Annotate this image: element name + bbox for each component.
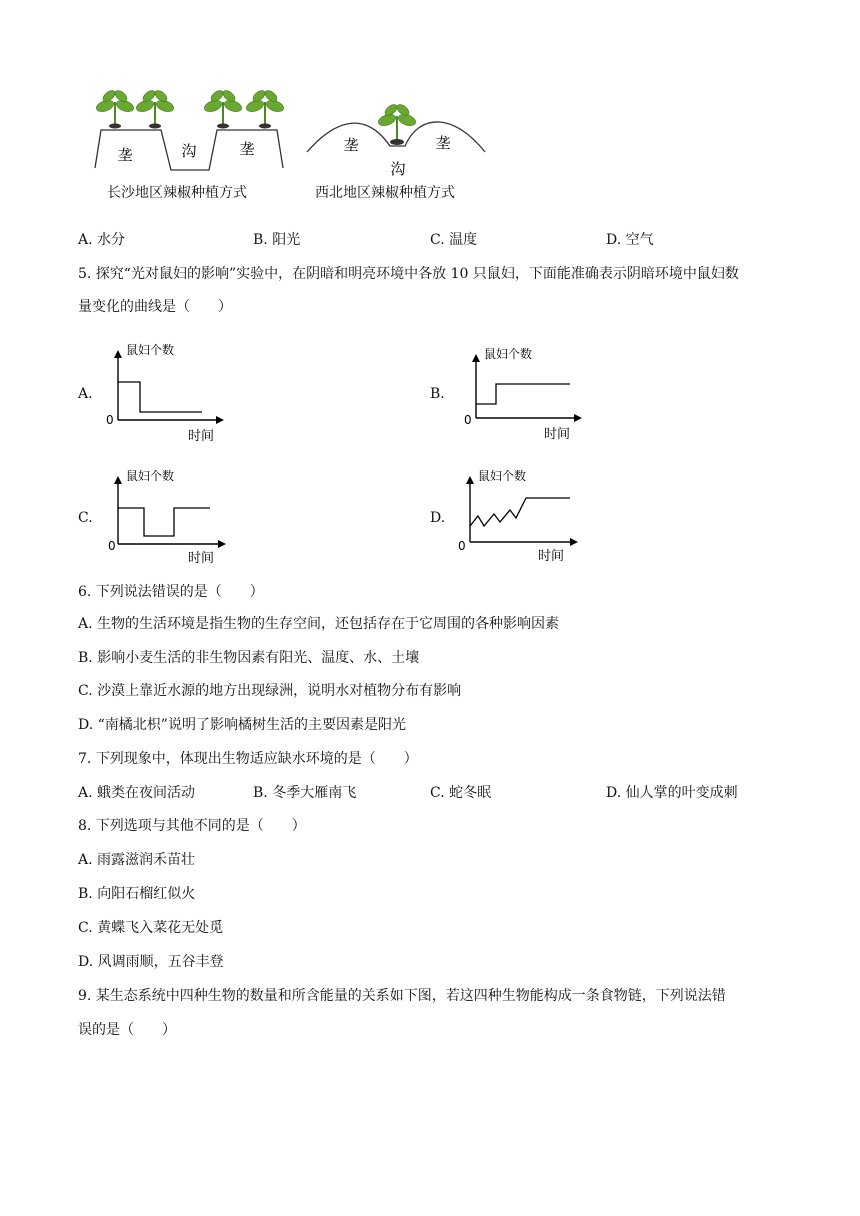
q6-stem: 6. 下列说法错误的是（ ）: [78, 584, 264, 600]
q7-option-c: C. 蛇冬眠: [430, 785, 492, 801]
left-caption: 长沙地区辣椒种植方式: [107, 185, 247, 201]
ridge-label-2: 垄: [239, 140, 255, 158]
q5-graph-b: [460, 342, 590, 448]
q5-graph-d: [456, 464, 586, 568]
q4-option-c: C. 温度: [430, 232, 478, 248]
furrow-label-2: 沟: [390, 160, 406, 178]
q6-option-d: D. “南橘北枳”说明了影响橘树生活的主要因素是阳光: [78, 717, 406, 733]
q4-option-b: B. 阳光: [253, 232, 301, 248]
origin-a: 0: [106, 413, 114, 427]
seedling-icons: [95, 88, 417, 145]
curve-d: [470, 498, 570, 526]
q6-option-a: A. 生物的生活环境是指生物的生存空间，还包括存在于它周围的各种影响因素: [78, 616, 560, 632]
q5-graph-a: [104, 336, 234, 446]
planting-diagram: [85, 80, 495, 180]
origin-b: 0: [464, 413, 472, 427]
ridge-label-3: 垄: [343, 136, 359, 154]
q9-stem-line1: 9. 某生态系统中四种生物的数量和所含能量的关系如下图，若这四种生物能构成一条食物链，下列说法错: [78, 988, 726, 1004]
q6-option-b: B. 影响小麦生活的非生物因素有阳光、温度、水、土壤: [78, 650, 420, 666]
ylabel-b: 鼠妇个数: [484, 347, 533, 361]
origin-d: 0: [458, 539, 466, 553]
ylabel-a: 鼠妇个数: [126, 343, 175, 357]
ridge-label-4: 垄: [435, 134, 451, 152]
right-caption: 西北地区辣椒种植方式: [315, 185, 455, 201]
q5-graph-b-label: B.: [430, 386, 445, 402]
xlabel-a: 时间: [188, 429, 215, 444]
ylabel-d: 鼠妇个数: [478, 469, 527, 483]
q8-option-c: C. 黄蝶飞入菜花无处觅: [78, 920, 224, 936]
q5-graph-d-label: D.: [430, 510, 446, 526]
ylabel-c: 鼠妇个数: [126, 469, 175, 483]
q7-option-b: B. 冬季大雁南飞: [253, 785, 357, 801]
q5-graph-c: [104, 464, 234, 568]
xlabel-b: 时间: [544, 427, 571, 442]
planting-figure: [85, 80, 495, 205]
curve-b: [476, 384, 570, 404]
q8-option-b: B. 向阳石榴红似火: [78, 886, 196, 902]
q9-stem-line2: 误的是（ ）: [78, 1022, 176, 1038]
q5-stem-line2: 量变化的曲线是（ ）: [78, 299, 232, 315]
q6-option-c: C. 沙漠上靠近水源的地方出现绿洲，说明水对植物分布有影响: [78, 683, 462, 699]
q7-option-a: A. 蛾类在夜间活动: [78, 785, 196, 801]
q7-stem: 7. 下列现象中，体现出生物适应缺水环境的是（ ）: [78, 751, 418, 767]
q8-option-a: A. 雨露滋润禾苗壮: [78, 852, 196, 868]
furrow-label-1: 沟: [181, 142, 197, 160]
origin-c: 0: [108, 539, 116, 553]
xlabel-d: 时间: [538, 549, 565, 564]
curve-c: [118, 508, 210, 536]
curve-a: [118, 382, 202, 412]
q5-stem-line1: 5. 探究“光对鼠妇的影响”实验中，在阴暗和明亮环境中各放 10 只鼠妇，下面能准确表示阴暗环境中鼠妇数: [78, 266, 739, 282]
ridge-label-1: 垄: [117, 146, 133, 164]
q8-option-d: D. 风调雨顺，五谷丰登: [78, 954, 224, 970]
xlabel-c: 时间: [188, 551, 215, 566]
q7-option-d: D. 仙人掌的叶变成刺: [606, 785, 738, 801]
q4-option-a: A. 水分: [78, 232, 126, 248]
q5-graph-a-label: A.: [78, 386, 93, 402]
q5-graph-c-label: C.: [78, 510, 93, 526]
q4-option-d: D. 空气: [606, 232, 654, 248]
q8-stem: 8. 下列选项与其他不同的是（ ）: [78, 818, 306, 834]
